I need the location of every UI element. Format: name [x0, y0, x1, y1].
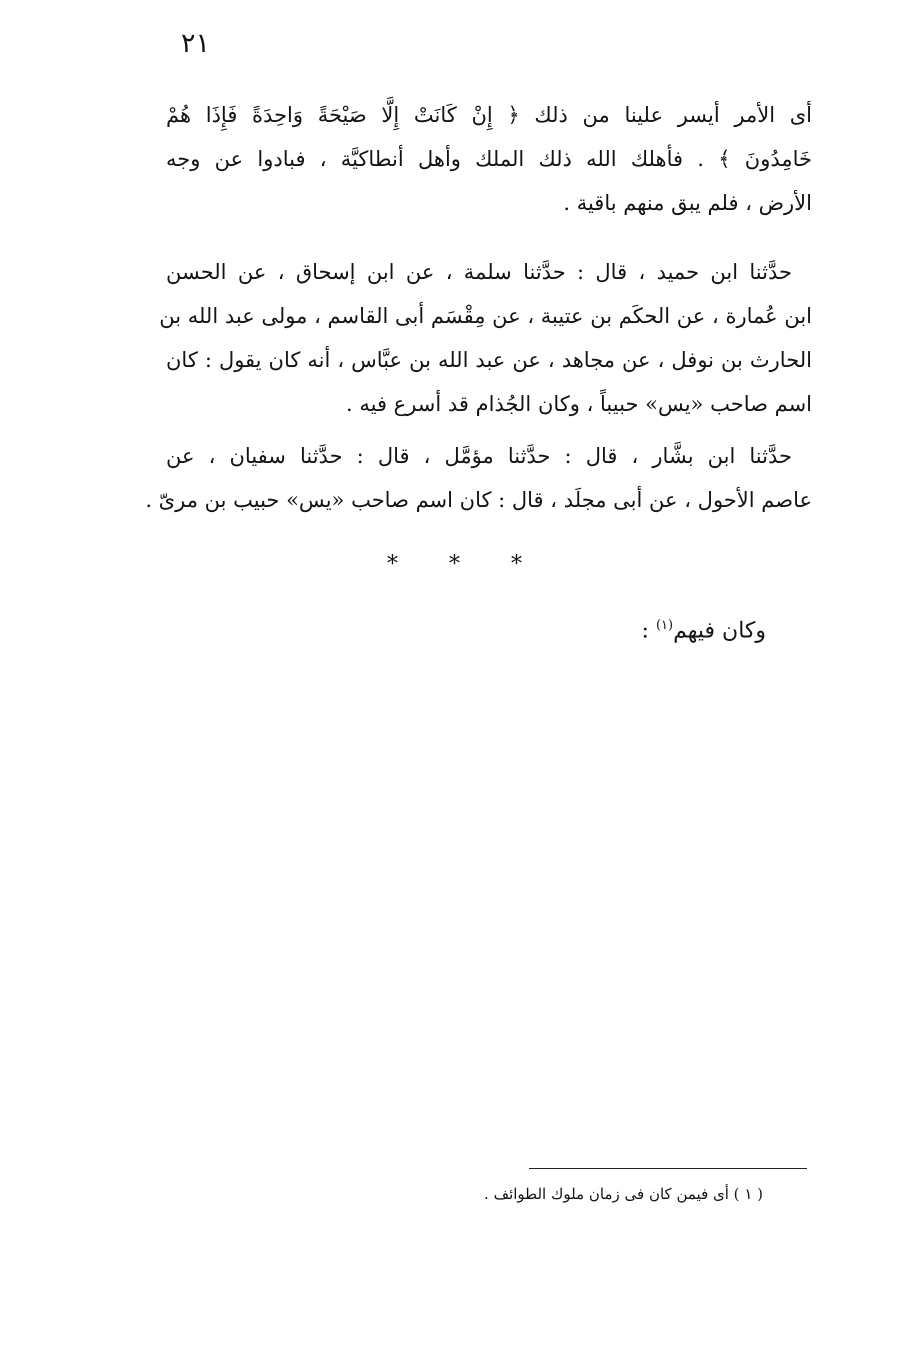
section-heading	[642, 604, 766, 653]
paragraph-1-line-3: الأرض ، فلم يبق منهم باقية .	[563, 191, 812, 215]
paragraph-2-line-2: ابن عُمارة ، عن الحكَم بن عتيبة ، عن مِقْسَم أبى القاسم ، مولى عبد الله بن	[159, 304, 812, 328]
paragraph-2-line-4: اسم صاحب «يس» حبيباً ، وكان الجُذام قد أسرع فيه .	[346, 392, 812, 416]
paragraph-2-line-1: حدَّثنا ابن حميد ، قال : حدَّثنا سلمة ، عن ابن إسحاق ، عن الحسن	[166, 260, 792, 284]
paragraph-3-line-2: عاصم الأحول ، عن أبى مجلَد ، قال : كان اسم صاحب «يس» حبيب بن مرىّ .	[145, 488, 812, 512]
paragraph-3-line-1: حدَّثنا ابن بشَّار ، قال : حدَّثنا مؤمَّل ، قال : حدَّثنا سفيان ، عن	[166, 444, 792, 468]
page-number: ٢١	[181, 28, 211, 59]
paragraph-1	[166, 93, 812, 225]
paragraph-3	[145, 434, 812, 522]
section-heading-colon: :	[641, 618, 649, 644]
paragraph-1-line-1: أى الأمر أيسر علينا من ذلك ﴿ إِنْ كَانَتْ إِلَّا صَيْحَةً وَاحِدَةً فَإِذَا هُمْ	[166, 103, 812, 127]
paragraph-2-line-3: الحارث بن نوفل ، عن مجاهد ، عن عبد الله بن عبَّاس ، أنه كان يقول : كان	[166, 348, 812, 372]
footnote-divider	[529, 1168, 807, 1169]
footnote-marker: (١)	[655, 618, 674, 633]
section-separator: * * *	[387, 552, 544, 577]
paragraph-1-line-2: خَامِدُونَ ﴾ . فأهلك الله ذلك الملك وأهل أنطاكيَّة ، فبادوا عن وجه	[166, 147, 812, 171]
paragraph-2	[159, 250, 812, 426]
section-heading-text: وكان فيهم	[673, 618, 766, 644]
footnote: ( ١ ) أى فيمن كان فى زمان ملوك الطوائف .	[484, 1185, 763, 1203]
